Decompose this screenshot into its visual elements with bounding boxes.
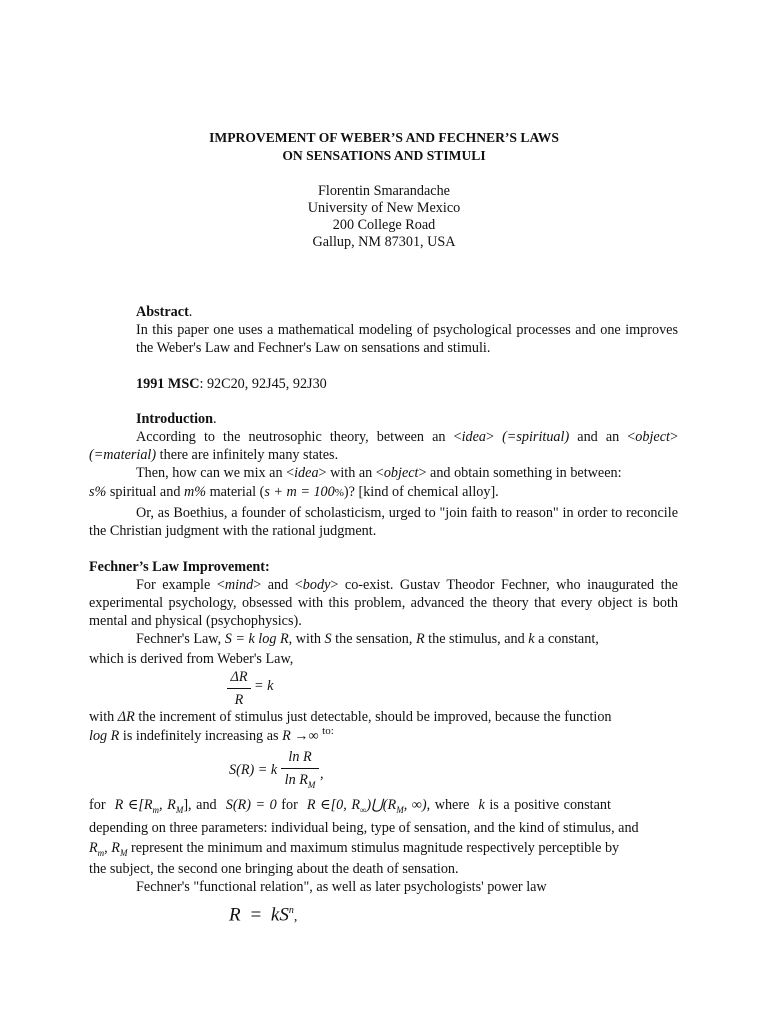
improved-law-lhs: S(R) = k	[229, 762, 278, 778]
improved-law-comma: ,	[320, 766, 324, 782]
fechner-paragraph-4: for R $\in[R_m$, $R_M$], and S(R) = 0 for R ∈[0, $R_\infty)⋃(R_M$, ∞), where k is a positive constant	[89, 797, 611, 815]
fechner-paragraph-3-line-2: log R is indefinitely increasing as R →∞ $^{to:}$	[89, 725, 334, 744]
introduction-paragraph-1: According to the neutrosophic theory, between an <idea> (=spiritual) and an <object> (=material) there are infinitely many states.	[89, 429, 678, 463]
introduction-paragraph-2-line-2: s% spiritual and m% material (s + m = 100%)? [kind of chemical alloy].	[89, 484, 499, 500]
fechner-paragraph-2: Fechner's Law, S = k log R, with S the sensation, R the stimulus, and k a constant,	[136, 631, 599, 647]
fechner-paragraph-4-line-4: the subject, the second one bringing about the death of sensation.	[89, 861, 459, 877]
fechner-paragraph-4-line-3: $R_m$, $R_M$ represent the minimum and maximum stimulus magnitude respectively perceptible by	[89, 840, 620, 858]
fechner-paragraph-5: Fechner's "functional relation", as well as later psychologists' power law	[136, 879, 547, 895]
power-law-equation: $R = kS^n$,	[229, 904, 298, 926]
abstract-text: In this paper one uses a mathematical modeling of psychological processes and one improves the Weber's Law and Fechner's Law on sensations and stimuli.	[136, 322, 678, 356]
author-name: Florentin Smarandache	[318, 183, 450, 199]
fechner-paragraph-4-line-2: depending on three parameters: individual being, type of sensation, and the kind of stimulus, and	[89, 820, 639, 836]
introduction-paragraph-2: Then, how can we mix an <idea> with an <object> and obtain something in between:	[136, 465, 622, 481]
author-city: Gallup, NM 87301, USA	[312, 234, 456, 250]
paper-title	[0, 129, 768, 165]
author-affiliation: University of New Mexico	[307, 200, 461, 216]
title-line-2: ON SENSATIONS AND STIMULI	[282, 148, 486, 163]
fechner-heading: Fechner’s Law Improvement:	[89, 559, 270, 575]
weber-law-fraction: ΔR R	[227, 668, 251, 709]
fechner-paragraph-2-line-2: which is derived from Weber's Law,	[89, 651, 294, 667]
abstract-heading: Abstract.	[136, 304, 193, 320]
author-block	[0, 183, 768, 251]
fechner-paragraph-3: with ΔR the increment of stimulus just detectable, should be improved, because the function	[89, 709, 612, 725]
introduction-heading: Introduction.	[136, 411, 217, 427]
msc-line: 1991 MSC: 92C20, 92J45, 92J30	[136, 376, 327, 392]
title-line-1: IMPROVEMENT OF WEBER’S AND FECHNER’S LAWS	[209, 130, 559, 145]
weber-law-rhs: = k	[254, 678, 274, 694]
introduction-paragraph-3: Or, as Boethius, a founder of scholasticism, urged to "join faith to reason" in order to reconcile the Christian judgment with the rational judgment.	[89, 505, 678, 539]
fechner-paragraph-1: For example <mind> and <body> co-exist. Gustav Theodor Fechner, who inaugurated the experimental psychology, obsessed with this problem, advanced the theory that every object is both mental and physical (psychophysics).	[89, 577, 678, 629]
author-street: 200 College Road	[332, 217, 436, 233]
improved-law-fraction: ln R $\ln R_M$	[281, 748, 319, 794]
